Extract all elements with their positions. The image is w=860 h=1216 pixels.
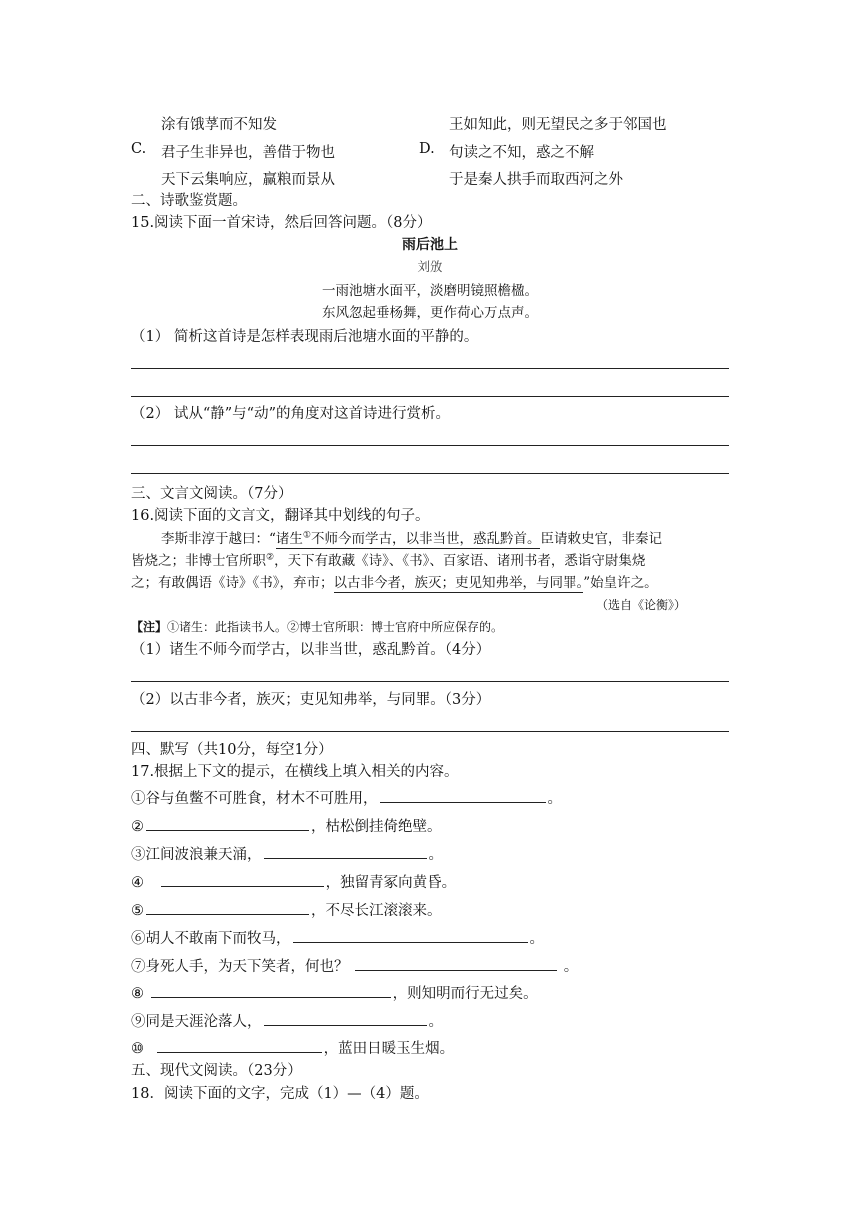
fill-blank[interactable] — [161, 885, 324, 887]
underlined-sentence-1 — [276, 531, 541, 549]
option-b-line2: 王如知此，则无望民之多于邻国也 — [449, 117, 667, 133]
q15-prompt: 15.阅读下面一首宋诗，然后回答问题。（8分） — [131, 215, 432, 231]
poem-title: 雨后池上 — [402, 237, 458, 253]
underlined-sentence-2: 以古非今者，族灭；吏见知弗举，与同罪。 — [333, 575, 584, 591]
dictation-item-10 — [131, 1037, 454, 1058]
dictation-text: ，则知明而行无过矣。 — [392, 986, 538, 1002]
dictation-text: 。 — [547, 791, 562, 807]
dictation-item-3 — [131, 843, 443, 864]
fill-blank[interactable] — [293, 941, 528, 943]
q18-prompt: 18．阅读下面的文字，完成（1）—（4）题。 — [131, 1086, 429, 1102]
dictation-text: ④ — [131, 875, 149, 891]
footnote-marker-2: ② — [266, 552, 275, 563]
answer-line[interactable] — [131, 396, 729, 397]
passage-text: ，天下有敢藏《诗》、《书》、百家语、诸刑书者，悉诣守尉集烧 — [274, 553, 646, 569]
dictation-text: 。 — [428, 847, 443, 863]
poem-author: 刘攽 — [417, 259, 443, 274]
q16-prompt: 16.阅读下面的文言文，翻译其中划线的句子。 — [131, 508, 430, 524]
q16-sub1: （1）诸生不师今而学古，以非当世，惑乱黔首。（4分） — [131, 642, 491, 658]
section3-heading: 三、文言文阅读。（7分） — [131, 486, 293, 502]
answer-line[interactable] — [131, 731, 729, 732]
passage-text: 李斯非淳于越曰：“ — [161, 531, 276, 547]
option-d-line1: 句读之不知，惑之不解 — [449, 145, 594, 161]
dictation-item-4 — [131, 871, 456, 892]
passage-text: ”始皇许之。 — [583, 575, 658, 591]
dictation-text: ⑥胡人不敢南下而牧马， — [131, 931, 291, 947]
note-label: 【注】 — [131, 620, 168, 634]
dictation-item-5 — [131, 899, 442, 920]
option-c-line2: 天下云集响应，赢粮而景从 — [161, 172, 335, 188]
q17-prompt: 17.根据上下文的提示，在横线上填入相关的内容。 — [131, 764, 459, 780]
dictation-text: ⑨同是天涯沦落人， — [131, 1014, 262, 1030]
q16-sub2: （2）以古非今者，族灭；吏见知弗举，与同罪。（3分） — [131, 692, 491, 708]
fill-blank[interactable] — [355, 969, 557, 971]
passage-line-2 — [131, 549, 645, 569]
option-c-line1: 君子生非异也，善借于物也 — [161, 145, 335, 161]
passage-line-3 — [131, 571, 658, 591]
fill-blank[interactable] — [264, 857, 427, 859]
dictation-text: ② — [131, 819, 144, 835]
dictation-text: ，不尽长江滚滚来。 — [311, 903, 442, 919]
note-text: ①诸生：此指读书人。②博士官所职：博士官府中所应保存的。 — [167, 620, 504, 634]
answer-line[interactable] — [131, 473, 729, 474]
dictation-item-9 — [131, 1010, 443, 1031]
dictation-text: ⑩ — [131, 1041, 149, 1057]
poem-line-1: 一雨池塘水面平，淡磨明镜照檐楹。 — [322, 283, 538, 299]
footnote — [131, 618, 503, 635]
poem-line-2: 东风忽起垂杨舞，更作荷心万点声。 — [322, 305, 538, 321]
dictation-text: ，枯松倒挂倚绝壁。 — [311, 819, 442, 835]
passage-text: 皆烧之；非博士官所职 — [131, 553, 266, 569]
dictation-text: ③江间波浪兼天涌， — [131, 847, 262, 863]
dictation-text: ①谷与鱼鳖不可胜食，材木不可胜用， — [131, 791, 378, 807]
fill-blank[interactable] — [146, 829, 309, 831]
dictation-text: ⑤ — [131, 903, 144, 919]
passage-text: 臣请敕史官，非秦记 — [540, 531, 662, 547]
option-d-label: D. — [419, 141, 435, 157]
dictation-item-8 — [131, 982, 538, 1003]
fill-blank[interactable] — [380, 801, 546, 803]
dictation-item-1 — [131, 787, 562, 808]
fill-blank[interactable] — [151, 996, 391, 998]
passage-text: 之；有敢偶语《诗》《书》，弃市； — [131, 575, 334, 591]
dictation-item-7 — [131, 955, 578, 976]
fill-blank[interactable] — [157, 1051, 322, 1053]
answer-line[interactable] — [131, 681, 729, 682]
fill-blank[interactable] — [264, 1024, 427, 1026]
dictation-text: 。 — [428, 1014, 443, 1030]
dictation-text: ⑧ — [131, 986, 149, 1002]
section5-heading: 五、现代文阅读。（23分） — [131, 1063, 302, 1079]
passage-text: 诸生 — [275, 531, 303, 547]
q15-sub1: （1） 简析这首诗是怎样表现雨后池塘水面的平静的。 — [131, 329, 479, 345]
section4-heading: 四、默写（共10分，每空1分） — [131, 742, 333, 758]
passage-line-1 — [161, 527, 662, 547]
dictation-text: ，独留青冢向黄昏。 — [325, 875, 457, 891]
dictation-text: ⑦身死人手，为天下笑者，何也？ — [131, 959, 354, 975]
footnote-marker-1: ① — [302, 530, 311, 541]
q15-sub2: （2） 试从“静”与“动”的角度对这首诗进行赏析。 — [131, 406, 450, 422]
option-a-line2: 涂有饿莩而不知发 — [161, 117, 277, 133]
dictation-item-2 — [131, 815, 442, 836]
option-d-line2: 于是秦人拱手而取西河之外 — [449, 172, 623, 188]
passage-source: （选自《论衡》） — [596, 598, 687, 612]
dictation-item-6 — [131, 927, 544, 948]
option-c-label: C. — [131, 141, 147, 157]
dictation-text: ，蓝田日暖玉生烟。 — [323, 1041, 455, 1057]
section2-heading: 二、诗歌鉴赏题。 — [131, 193, 247, 209]
answer-line[interactable] — [131, 368, 729, 369]
passage-text: 不师今而学古，以非当世，惑乱黔首。 — [310, 531, 541, 547]
answer-line[interactable] — [131, 445, 729, 446]
dictation-text: 。 — [529, 931, 544, 947]
dictation-text: 。 — [559, 959, 579, 975]
fill-blank[interactable] — [146, 913, 309, 915]
